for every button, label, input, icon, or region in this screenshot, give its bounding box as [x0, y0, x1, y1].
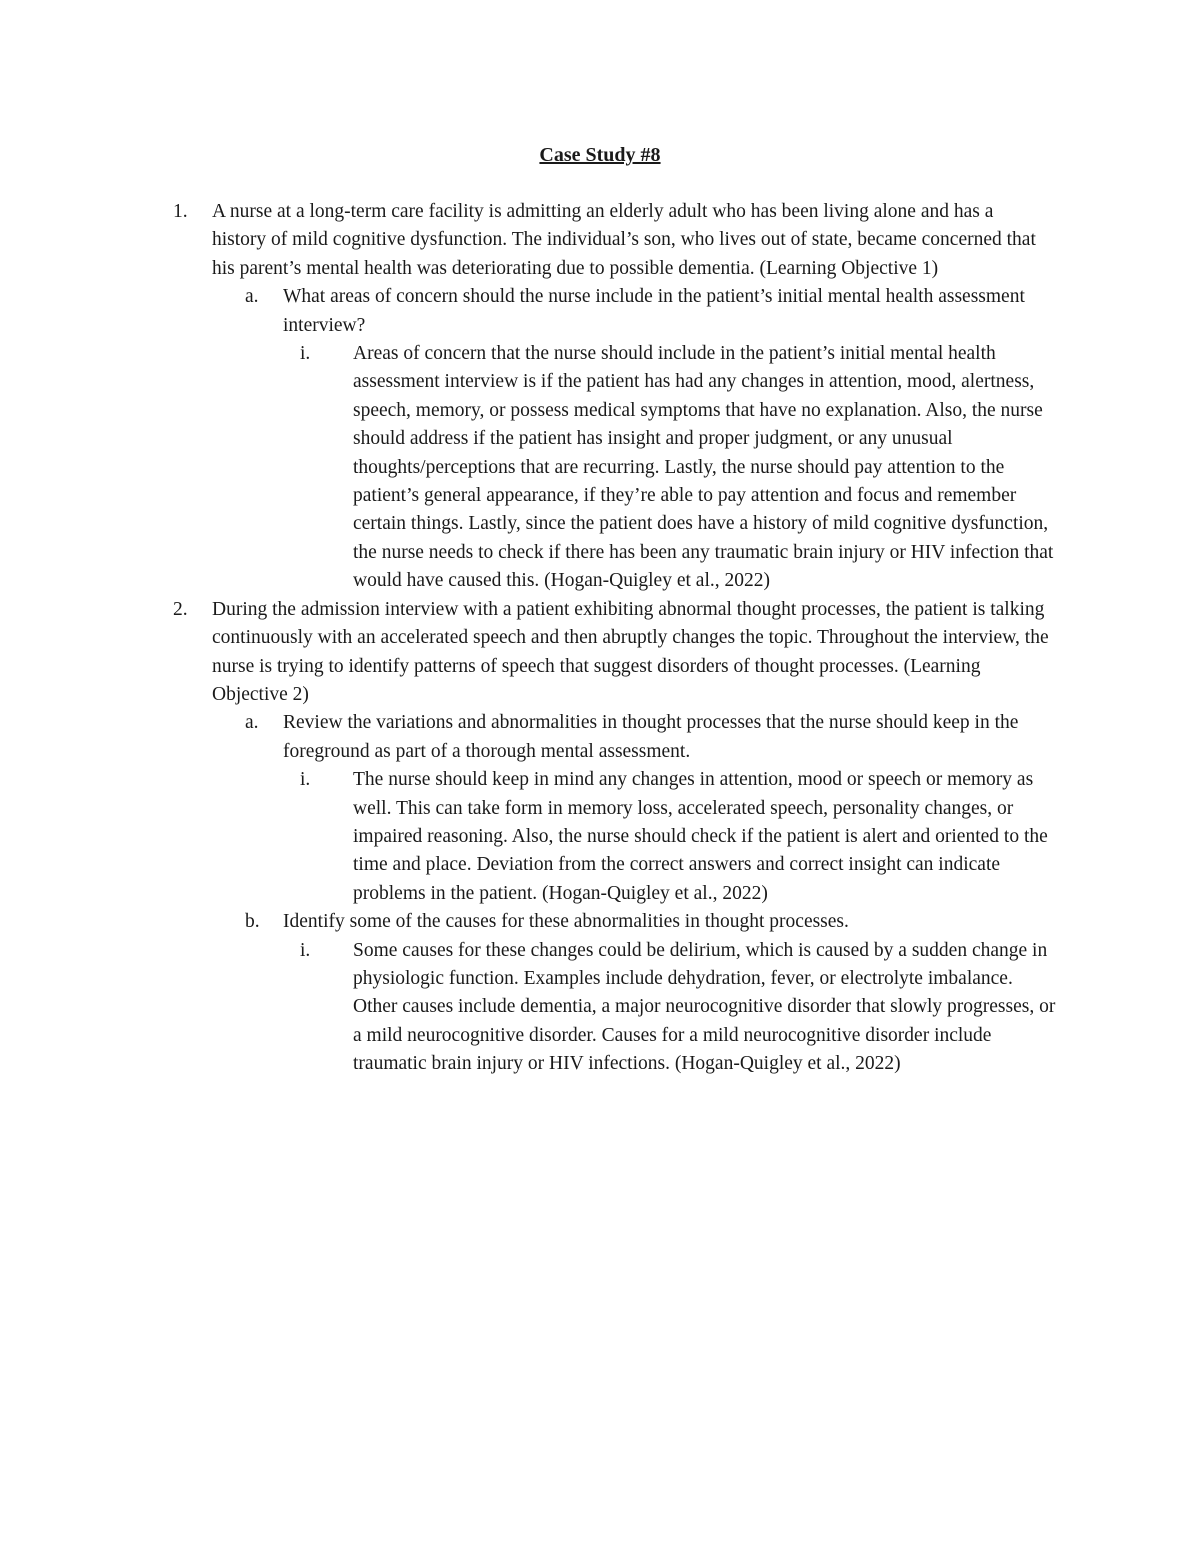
answer-numeral: i.	[300, 343, 311, 365]
question-item	[0, 198, 1200, 283]
answer-text: Some causes for these changes could be delirium, which is caused by a sudden change in physiologic function. Examples include dehydration, fever, or electrolyte imbalance. Other causes include dementia, a major neurocognitive disorder that slowly progresses, or a mild neurocognitive disorder. Causes for a mild neurocognitive disorder include traumatic brain injury or HIV infections. (Hogan-Quigley et al., 2022)	[353, 939, 1056, 1075]
question-list	[0, 198, 1200, 1079]
document-title: Case Study #8	[539, 144, 661, 166]
answer-numeral: i.	[300, 939, 311, 961]
answer-item	[0, 340, 1200, 596]
question-part	[0, 709, 1200, 766]
answer-text: The nurse should keep in mind any changes in attention, mood or speech or memory as well. This can take form in memory loss, accelerated speech, personality changes, or impaired reasoning. Also, the nurse should check if the patient is alert and oriented to the time and place. Deviation from the correct answers and correct insight can indicate problems in the patient. (Hogan-Quigley et al., 2022)	[353, 769, 1048, 904]
question-text: A nurse at a long-term care facility is admitting an elderly adult who has been living alone and has a history of mild cognitive dysfunction. The individual’s son, who lives out of state, became concerned that his parent’s mental health was deteriorating due to possible dementia. (Learning Objective 1)	[212, 201, 1036, 279]
answer-text: Areas of concern that the nurse should include in the patient’s initial mental health assessment interview is if the patient has had any changes in attention, mood, alertness, speech, memory, or possess medical symptoms that have no explanation. Also, the nurse should address if the patient has insight and proper judgment, or any unusual thoughts/perceptions that are recurring. Lastly, the nurse should pay attention to the patient’s general appearance, if they’re able to pay attention and focus and remember certain things. Lastly, since the patient does have a history of mild cognitive dysfunction, the nurse needs to check if there has been any traumatic brain injury or HIV infection that would have caused this. (Hogan-Quigley et al., 2022)	[353, 343, 1054, 592]
part-text: Identify some of the causes for these abnormalities in thought processes.	[283, 911, 849, 933]
answer-numeral: i.	[300, 769, 311, 791]
question-number: 1.	[173, 201, 188, 222]
question-part	[0, 908, 1200, 936]
question-text: During the admission interview with a patient exhibiting abnormal thought processes, the patient is talking continuously with an accelerated speech and then abruptly changes the topic. Throughout the interview, the nurse is trying to identify patterns of speech that suggest disorders of thought processes. (Learning Objective 2)	[212, 598, 1049, 705]
part-letter: a.	[245, 286, 259, 308]
answer-item	[0, 937, 1200, 1079]
question-item	[0, 596, 1200, 710]
part-text: What areas of concern should the nurse include in the patient’s initial mental health assessment interview?	[283, 286, 1025, 336]
question-number: 2.	[173, 598, 188, 620]
answer-item	[0, 766, 1200, 908]
part-letter: a.	[245, 712, 259, 734]
part-letter: b.	[245, 911, 260, 933]
question-part	[0, 283, 1200, 340]
part-text: Review the variations and abnormalities in thought processes that the nurse should keep in the foreground as part of a thorough mental assessment.	[283, 712, 1019, 762]
